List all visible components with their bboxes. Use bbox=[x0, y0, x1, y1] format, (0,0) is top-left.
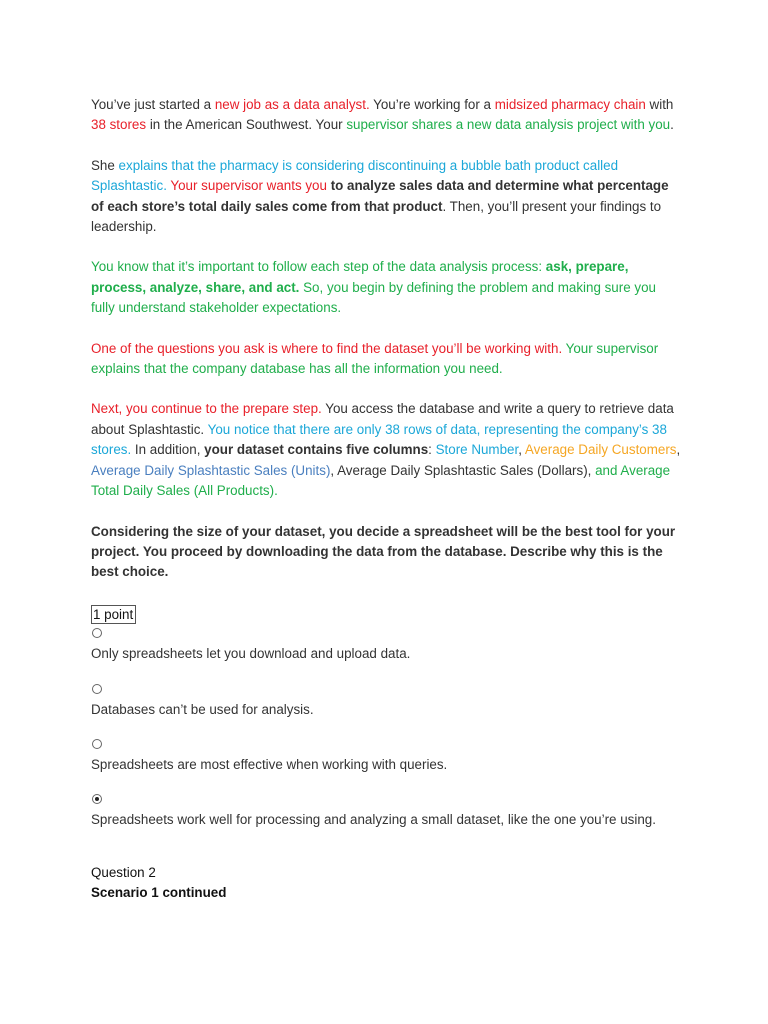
answer-option[interactable] bbox=[91, 684, 681, 720]
prepare-paragraph bbox=[91, 399, 681, 501]
points-badge: 1 point bbox=[91, 605, 136, 624]
intro-highlight-supervisor: supervisor shares a new data analysis project with you bbox=[346, 117, 671, 133]
column-avg-total-sales: and Average Total Daily Sales (All Products). bbox=[91, 462, 671, 499]
answer-option[interactable] bbox=[91, 628, 681, 664]
radio-button[interactable] bbox=[92, 684, 102, 694]
intro-paragraph bbox=[91, 95, 681, 136]
intro-text: You’ve just started a bbox=[91, 97, 215, 112]
process-steps-bold: ask, prepare, process, analyze, share, and act. bbox=[91, 259, 629, 295]
question-title: Scenario 1 continued bbox=[91, 885, 227, 901]
prepare-text: , bbox=[518, 442, 525, 458]
column-store-number: Store Number bbox=[435, 442, 519, 458]
intro-text: You’re working for a bbox=[369, 97, 495, 112]
answer-option[interactable] bbox=[91, 794, 681, 830]
radio-button[interactable] bbox=[92, 739, 102, 749]
answer-options bbox=[91, 628, 681, 831]
process-text: So, you begin by defining the problem and making sure you fully understand stakeholder expectations. bbox=[91, 279, 656, 316]
supervisor-answer-text: Your supervisor explains that the company database has all the information you need. bbox=[91, 340, 659, 377]
quiz-page bbox=[91, 95, 681, 904]
context-text: . Then, you’ll present your findings to leadership. bbox=[91, 198, 662, 235]
intro-highlight-chain: midsized pharmacy chain bbox=[494, 97, 646, 112]
context-text: She bbox=[91, 157, 119, 173]
column-avg-dollars: , Average Daily Splashtastic Sales (Dollars), bbox=[330, 462, 596, 478]
context-task-bold: to analyze sales data and determine what percentage of each store’s total daily sales come from that product bbox=[91, 178, 669, 214]
process-paragraph bbox=[91, 257, 681, 318]
radio-button-selected[interactable] bbox=[92, 794, 102, 804]
next-question-header bbox=[91, 863, 681, 904]
intro-text: with bbox=[645, 97, 674, 112]
prepare-text: : bbox=[428, 442, 436, 458]
radio-button[interactable] bbox=[92, 628, 102, 638]
dataset-source-paragraph bbox=[91, 339, 681, 380]
answer-option-label: Only spreadsheets let you download and upload data. bbox=[91, 646, 411, 662]
context-paragraph bbox=[91, 156, 681, 238]
intro-text: . bbox=[670, 117, 674, 133]
prepare-text: In addition, bbox=[131, 442, 205, 458]
rows-note-text: You notice that there are only 38 rows of data, representing the company’s 38 stores. bbox=[91, 421, 667, 458]
prepare-text: , bbox=[676, 442, 681, 458]
answer-option-label: Spreadsheets are most effective when working with queries. bbox=[91, 756, 448, 772]
columns-bold-text: your dataset contains five columns bbox=[204, 442, 429, 458]
intro-highlight-job: new job as a data analyst. bbox=[214, 97, 370, 112]
question-text: Considering the size of your dataset, you decide a spreadsheet will be the best tool for your project. You proceed by downloading the data from the database. Describe why this is the best choice. bbox=[91, 523, 676, 580]
column-avg-units: Average Daily Splashtastic Sales (Units) bbox=[91, 462, 331, 478]
column-avg-customers: Average Daily Customers bbox=[524, 442, 677, 458]
answer-option-label: Spreadsheets work well for processing and analyzing a small dataset, like the one you’re using. bbox=[91, 812, 656, 828]
prepare-step-text: Next, you continue to the prepare step. bbox=[91, 401, 322, 417]
context-highlight-supervisor: Your supervisor wants you bbox=[166, 178, 327, 194]
intro-highlight-stores: 38 stores bbox=[91, 117, 147, 133]
prepare-text: You access the database and write a query to retrieve data about Splashtastic. bbox=[91, 401, 674, 437]
answer-option-label: Databases can’t be used for analysis. bbox=[91, 701, 314, 717]
answer-option[interactable] bbox=[91, 739, 681, 775]
process-text: You know that it’s important to follow each step of the data analysis process: bbox=[91, 259, 546, 275]
context-highlight-product: explains that the pharmacy is considering discontinuing a bubble bath product called Splashtastic. bbox=[91, 157, 619, 194]
intro-text: in the American Southwest. Your bbox=[146, 117, 347, 133]
dataset-question-text: One of the questions you ask is where to find the dataset you’ll be working with. bbox=[91, 340, 563, 356]
question-number: Question 2 bbox=[91, 864, 156, 880]
